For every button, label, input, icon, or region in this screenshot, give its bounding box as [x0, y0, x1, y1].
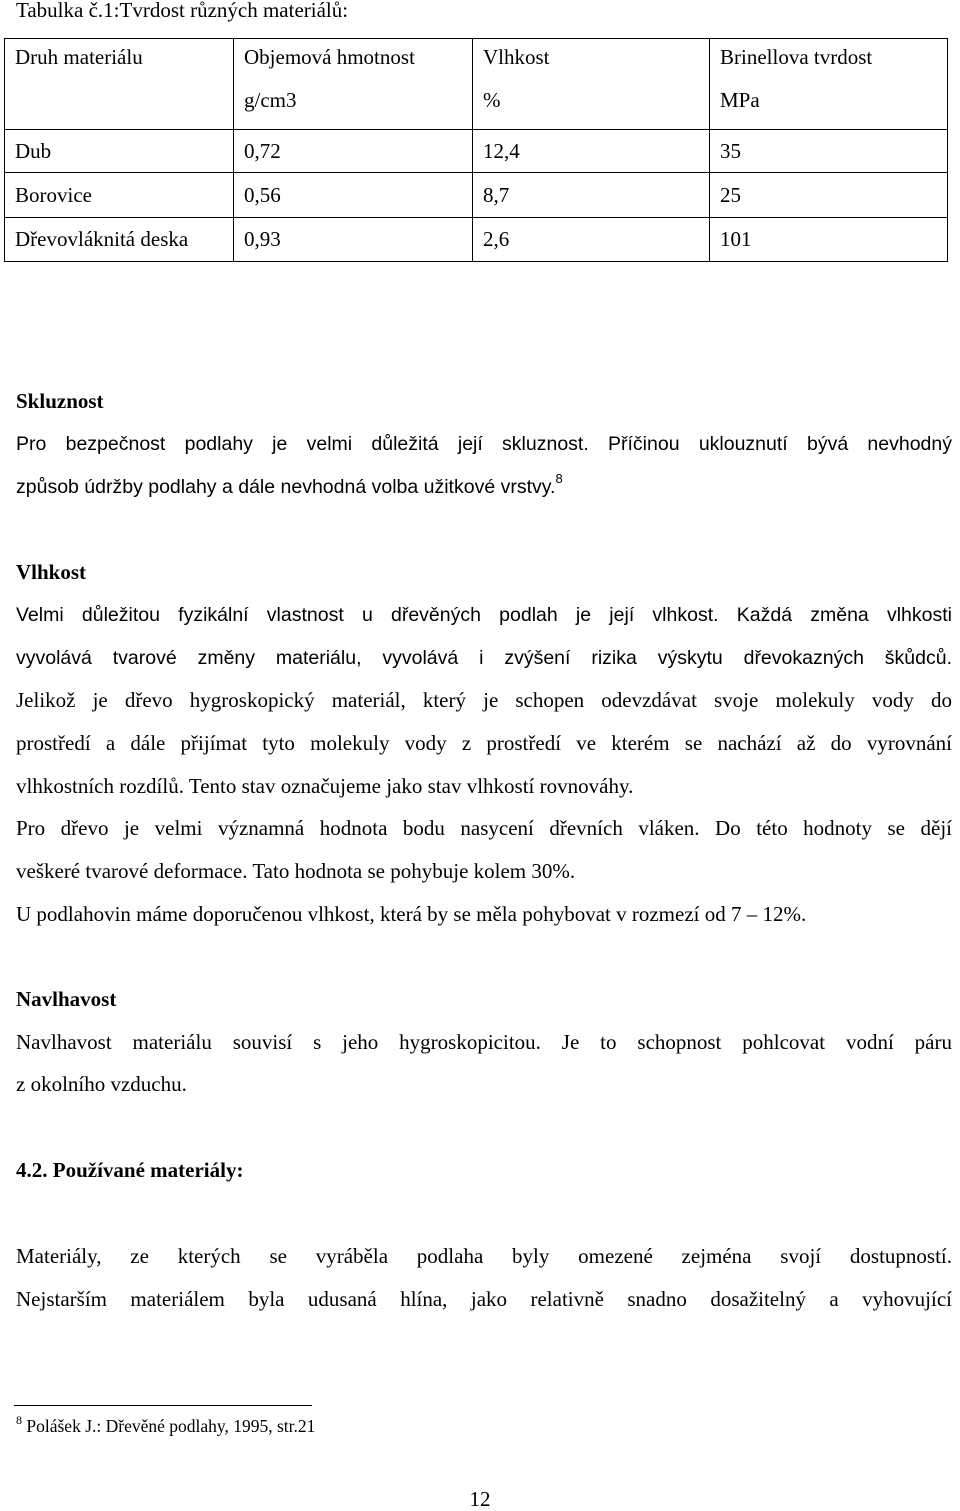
- section-heading-materialy: 4.2. Používané materiály:: [16, 1158, 244, 1182]
- table-cell: Dub: [5, 130, 234, 173]
- paragraph-line: Jelikož je dřevo hygroskopický materiál, který je schopen odevzdávat svoje molekuly vody do: [16, 688, 952, 712]
- paragraph-line: Pro bezpečnost podlahy je velmi důležitá její skluznost. Příčinou uklouznutí bývá nevhodný: [16, 433, 952, 455]
- table-cell: 2,6: [473, 218, 710, 262]
- table-cell: 25: [710, 173, 948, 218]
- header-text: Vlhkost: [483, 45, 550, 69]
- paragraph-line: způsob údržby podlahy a dále nevhodná volba užitkové vrstvy.$^8$: [16, 471, 563, 498]
- paragraph-line: Velmi důležitou fyzikální vlastnost u dřevěných podlah je její vlhkost. Každá změna vlhkosti: [16, 604, 952, 626]
- table-row: [5, 130, 948, 173]
- table-cell: 0,56: [234, 173, 473, 218]
- footnote-separator: [14, 1405, 312, 1406]
- paragraph-line: Pro dřevo je velmi významná hodnota bodu nasycení dřevních vláken. Do této hodnoty se dějí: [16, 816, 952, 840]
- header-cell: [710, 39, 948, 130]
- table-row: [5, 218, 948, 262]
- header-cell: [234, 39, 473, 130]
- header-cell: [473, 39, 710, 130]
- paragraph-line: Nejstarším materiálem byla udusaná hlína, jako relativně snadno dosažitelný a vyhovující: [16, 1287, 952, 1311]
- paragraph-line: z okolního vzduchu.: [16, 1072, 187, 1096]
- page-number: 12: [469, 1487, 491, 1511]
- table-cell: 12,4: [473, 130, 710, 173]
- table-cell: Dřevovláknitá deska: [5, 218, 234, 262]
- footnote-text: Polášek J.: Dřevěné podlahy, 1995, str.21: [26, 1416, 316, 1436]
- table-cell: Borovice: [5, 173, 234, 218]
- footnote-number: 8: [16, 1413, 22, 1427]
- footnote: [16, 1414, 315, 1438]
- header-unit: MPa: [720, 88, 760, 112]
- header-cell: [5, 39, 234, 130]
- table-cell: 0,93: [234, 218, 473, 262]
- paragraph-line: veškeré tvarové deformace. Tato hodnota se pohybuje kolem 30%.: [16, 859, 576, 883]
- table-cell: 101: [710, 218, 948, 262]
- header-text: Druh materiálu: [15, 45, 143, 69]
- section-heading-navlhavost: Navlhavost: [16, 987, 117, 1011]
- header-text: Objemová hmotnost: [244, 45, 415, 69]
- hardness-table: [4, 38, 948, 262]
- header-unit: g/cm3: [244, 88, 297, 112]
- paragraph-line: Navlhavost materiálu souvisí s jeho hygroskopicitou. Je to schopnost pohlcovat vodní páru: [16, 1030, 952, 1054]
- paragraph-line: vyvolává tvarové změny materiálu, vyvolává i zvýšení rizika výskytu dřevokazných škůdců.: [16, 647, 952, 669]
- section-heading-vlhkost: Vlhkost: [16, 560, 87, 584]
- header-text: Brinellova tvrdost: [720, 45, 873, 69]
- header-unit: %: [483, 88, 501, 112]
- header-unit: [15, 85, 233, 128]
- paragraph-line: Materiály, ze kterých se vyráběla podlaha byly omezené zejména svojí dostupností.: [16, 1244, 952, 1268]
- table-caption: Tabulka č.1:Tvrdost různých materiálů:: [16, 0, 349, 22]
- table-row: [5, 173, 948, 218]
- paragraph-line: prostředí a dále přijímat tyto molekuly vody z prostředí ve kterém se nachází až do vyrovnání: [16, 731, 952, 755]
- table-cell: 0,72: [234, 130, 473, 173]
- table-cell: 8,7: [473, 173, 710, 218]
- table-cell: 35: [710, 130, 948, 173]
- table-header-row: [5, 39, 948, 130]
- section-heading-skluznost: Skluznost: [16, 389, 104, 413]
- paragraph-line: U podlahovin máme doporučenou vlhkost, která by se měla pohybovat v rozmezí od 7 – 12%.: [16, 902, 807, 926]
- footnote-ref: 8: [555, 471, 563, 486]
- paragraph-line: vlhkostních rozdílů. Tento stav označujeme jako stav vlhkostí rovnováhy.: [16, 774, 634, 798]
